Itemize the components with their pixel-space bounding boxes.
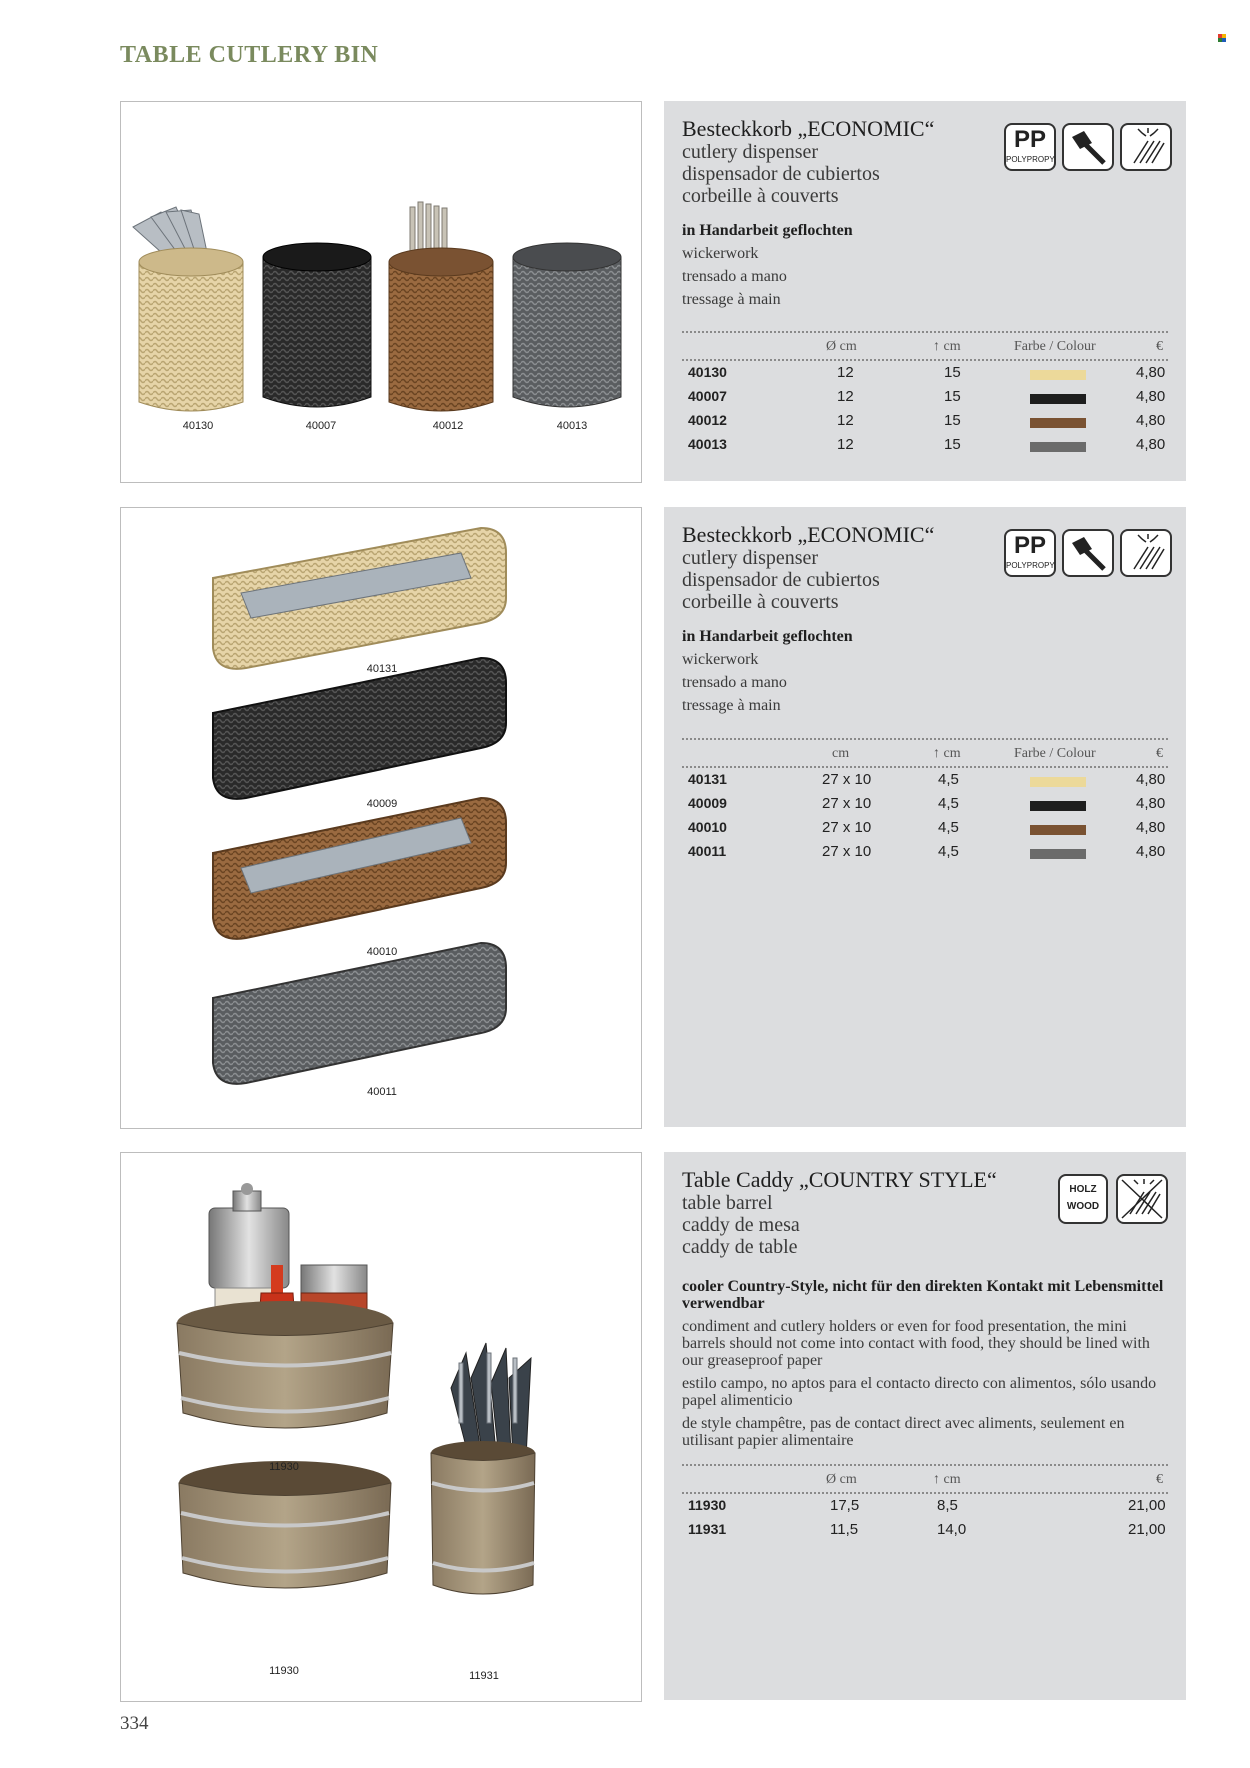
table-row: 40011 27 x 10 4,5 4,80 bbox=[688, 843, 1166, 860]
col-price: € bbox=[1156, 1472, 1163, 1487]
desc-fr: tressage à main bbox=[682, 697, 781, 714]
subtitle-en: cutlery dispenser bbox=[682, 141, 819, 163]
product-table bbox=[682, 738, 1168, 864]
subtitle-fr: caddy de table bbox=[682, 1236, 798, 1258]
dishwasher-icon bbox=[1120, 529, 1172, 577]
page-title: TABLE CUTLERY BIN bbox=[120, 42, 379, 68]
subtitle-en: table barrel bbox=[682, 1192, 773, 1214]
desc-es: trensado a mano bbox=[682, 674, 787, 691]
col-height: ↑ cm bbox=[933, 1472, 961, 1487]
table-header bbox=[682, 1466, 1168, 1492]
table-row: 11931 11,5 14,0 21,00 bbox=[688, 1521, 1166, 1538]
table-row: 40013 12 15 4,80 bbox=[688, 436, 1166, 453]
table-row: 40130 12 15 4,80 bbox=[688, 364, 1166, 381]
desc-en: condiment and cutlery holders or even for food presentation, the mini barrels should not come into contact with food, they should be lined with our greaseproof paper bbox=[682, 1318, 1150, 1369]
caption-11930-top: 11930 bbox=[269, 1461, 299, 1473]
col-price: € bbox=[1156, 339, 1163, 354]
subtitle-es: dispensador de cubiertos bbox=[682, 569, 880, 591]
desc-fr: de style champêtre, pas de contact direct avec aliments, seulement en utilisant papier alimentaire bbox=[682, 1415, 1125, 1449]
col-height: ↑ cm bbox=[933, 339, 961, 354]
caption-40130: 40130 bbox=[182, 420, 214, 432]
col-diameter: Ø cm bbox=[826, 1472, 857, 1487]
color-swatch-grey bbox=[1030, 442, 1086, 452]
col-size: cm bbox=[832, 746, 850, 761]
subtitle-es: caddy de mesa bbox=[682, 1214, 800, 1236]
page-number: 334 bbox=[120, 1713, 149, 1734]
table-header bbox=[682, 740, 1168, 766]
product-title-block bbox=[682, 117, 934, 207]
dishwasher-icon bbox=[1120, 123, 1172, 171]
product-title: Table Caddy „COUNTRY STYLE“ bbox=[682, 1167, 997, 1192]
subtitle-es: dispensador de cubiertos bbox=[682, 163, 880, 185]
color-swatch-black bbox=[1030, 394, 1086, 404]
desc-en: wickerwork bbox=[682, 651, 759, 668]
desc-de: cooler Country-Style, nicht für den direkten Kontakt mit Lebensmittel verwendbar bbox=[682, 1278, 1164, 1312]
caption-40009: 40009 bbox=[366, 798, 398, 810]
product-description bbox=[682, 625, 853, 717]
product-title-block bbox=[682, 1168, 997, 1258]
hammer-icon bbox=[1062, 123, 1114, 171]
col-colour: Farbe / Colour bbox=[1014, 746, 1096, 761]
wood-icon: HOLZ WOOD bbox=[1058, 1174, 1108, 1224]
product-title: Besteckkorb „ECONOMIC“ bbox=[682, 116, 935, 141]
subtitle-en: cutlery dispenser bbox=[682, 547, 819, 569]
color-swatch-cream bbox=[1030, 370, 1086, 380]
caption-40013: 40013 bbox=[556, 420, 588, 432]
no-dishwasher-icon bbox=[1116, 1174, 1168, 1224]
feature-icons bbox=[1058, 1174, 1168, 1224]
col-diameter: Ø cm bbox=[826, 339, 857, 354]
feature-icons bbox=[1004, 123, 1168, 173]
desc-es: trensado a mano bbox=[682, 268, 787, 285]
product-info-panel-3 bbox=[664, 1152, 1186, 1700]
color-swatch-brown bbox=[1030, 418, 1086, 428]
product-info-panel-2 bbox=[664, 507, 1186, 1127]
caption-40010: 40010 bbox=[366, 946, 398, 958]
caption-40012: 40012 bbox=[432, 420, 464, 432]
table-row: 40010 27 x 10 4,5 4,80 bbox=[688, 819, 1166, 836]
product-table bbox=[682, 331, 1168, 457]
caption-40131: 40131 bbox=[366, 663, 398, 675]
caption-11930-bottom: 11930 bbox=[269, 1665, 299, 1677]
col-height: ↑ cm bbox=[933, 746, 961, 761]
product-table bbox=[682, 1464, 1168, 1542]
product-photo-cylinder-baskets bbox=[120, 101, 642, 483]
hammer-icon bbox=[1062, 529, 1114, 577]
subtitle-fr: corbeille à couverts bbox=[682, 591, 839, 613]
product-info-panel-1 bbox=[664, 101, 1186, 481]
pp-icon: PP POLYPROPY bbox=[1004, 529, 1056, 577]
color-swatch-grey bbox=[1030, 849, 1086, 859]
product-title-block bbox=[682, 523, 934, 613]
table-row: 40012 12 15 4,80 bbox=[688, 412, 1166, 429]
table-row: 40007 12 15 4,80 bbox=[688, 388, 1166, 405]
caption-40011: 40011 bbox=[367, 1086, 397, 1098]
product-description bbox=[682, 219, 853, 311]
color-swatch-brown bbox=[1030, 825, 1086, 835]
desc-es: estilo campo, no aptos para el contacto directo con alimentos, sólo usando papel alimenticio bbox=[682, 1375, 1157, 1409]
table-header bbox=[682, 333, 1168, 359]
desc-de: in Handarbeit geflochten bbox=[682, 222, 853, 239]
product-description bbox=[682, 1278, 1168, 1455]
product-title: Besteckkorb „ECONOMIC“ bbox=[682, 522, 935, 547]
color-swatch-black bbox=[1030, 801, 1086, 811]
product-photo-table-caddy bbox=[120, 1152, 642, 1702]
desc-fr: tressage à main bbox=[682, 291, 781, 308]
caption-11931: 11931 bbox=[469, 1670, 499, 1682]
pp-icon: PP POLYPROPY bbox=[1004, 123, 1056, 171]
table-row: 40009 27 x 10 4,5 4,80 bbox=[688, 795, 1166, 812]
caption-40007: 40007 bbox=[305, 420, 337, 432]
table-row: 40131 27 x 10 4,5 4,80 bbox=[688, 771, 1166, 788]
product-photo-rectangular-baskets bbox=[120, 507, 642, 1129]
desc-de: in Handarbeit geflochten bbox=[682, 628, 853, 645]
subtitle-fr: corbeille à couverts bbox=[682, 185, 839, 207]
col-price: € bbox=[1156, 746, 1163, 761]
col-colour: Farbe / Colour bbox=[1014, 339, 1096, 354]
desc-en: wickerwork bbox=[682, 245, 759, 262]
feature-icons bbox=[1004, 529, 1168, 579]
table-row: 11930 17,5 8,5 21,00 bbox=[688, 1497, 1166, 1514]
brand-logo-icon bbox=[1218, 34, 1227, 43]
color-swatch-cream bbox=[1030, 777, 1086, 787]
